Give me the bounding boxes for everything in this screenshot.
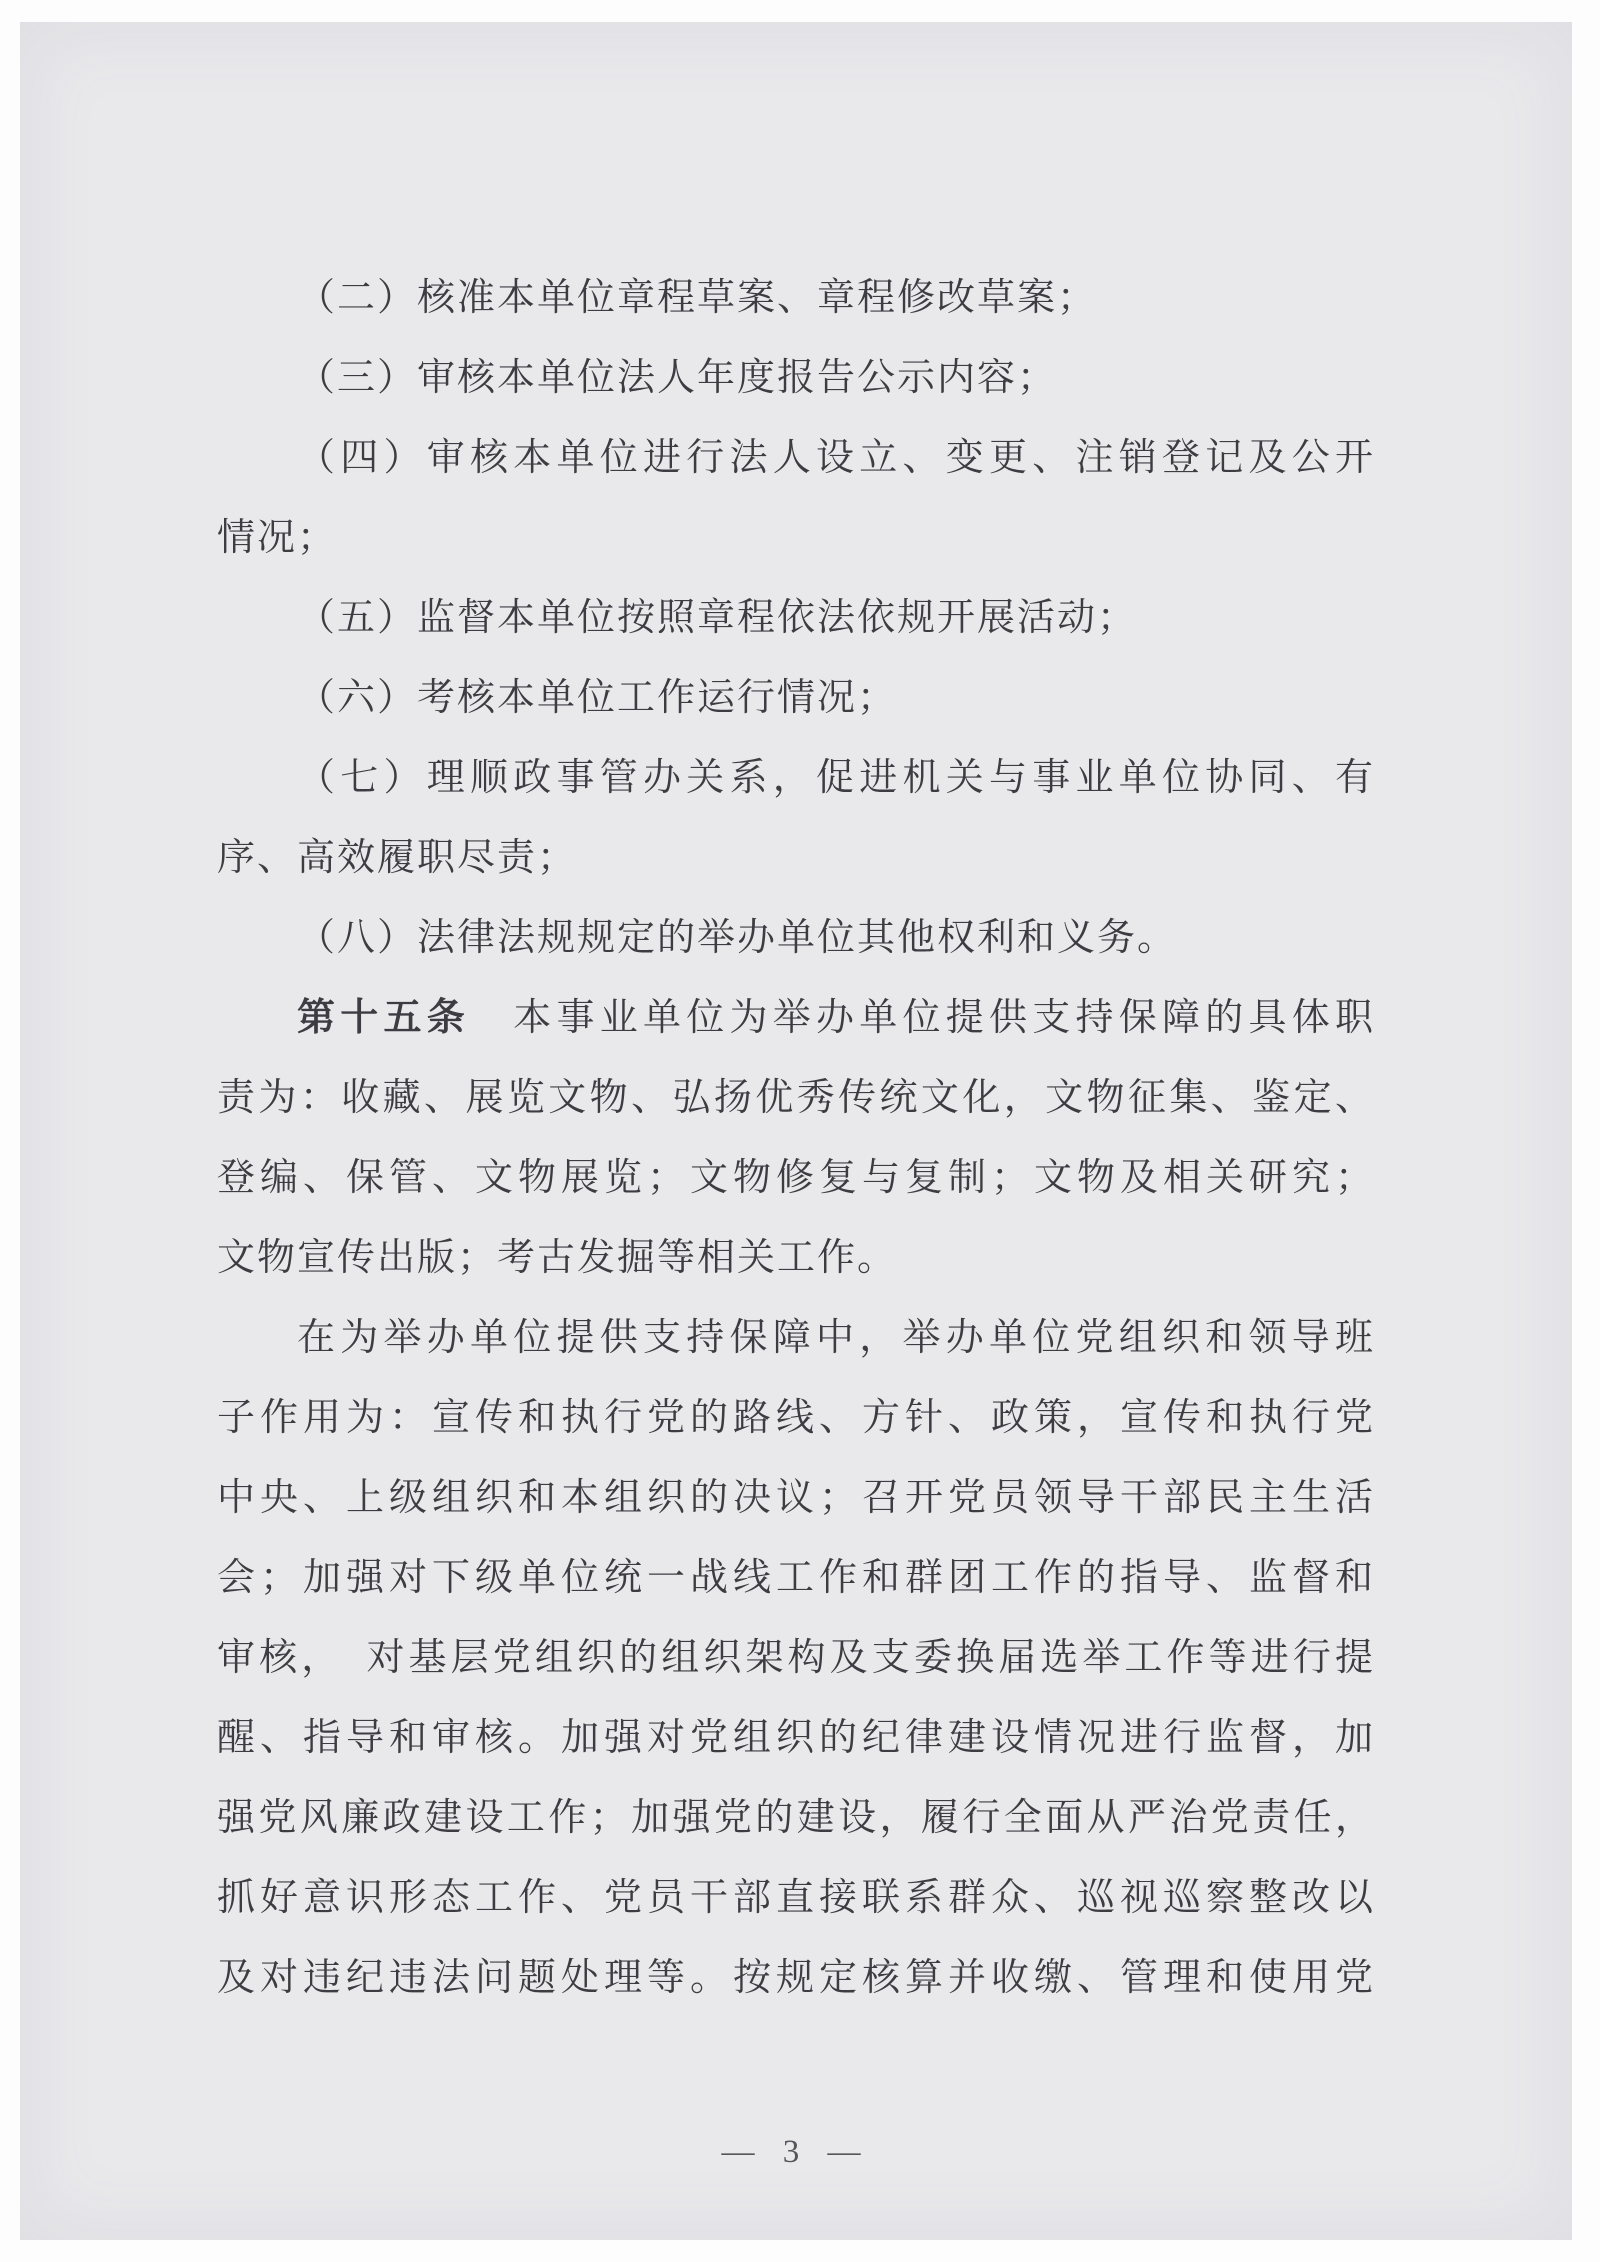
- document-line: 醒、指导和审核。加强对党组织的纪律建设情况进行监督，加: [217, 1717, 1375, 1759]
- document-line: （八）法律法规规定的举办单位其他权利和义务。: [297, 917, 1178, 959]
- document-line: （二）核准本单位章程草案、章程修改草案；: [297, 277, 1098, 319]
- document-line: 中央、上级组织和本组织的决议；召开党员领导干部民主生活: [217, 1477, 1375, 1519]
- document-line: （七）理顺政事管办关系，促进机关与事业单位协同、有: [297, 757, 1375, 799]
- document-line: 文物宣传出版；考古发掘等相关工作。: [217, 1237, 898, 1279]
- document-line: （三）审核本单位法人年度报告公示内容；: [297, 357, 1058, 399]
- document-line: 情况；: [217, 517, 338, 559]
- document-line: 责为：收藏、展览文物、弘扬优秀传统文化，文物征集、鉴定、: [217, 1077, 1375, 1119]
- article-number-label: 第十五条: [297, 997, 470, 1039]
- page-number: — 3 —: [721, 2134, 871, 2170]
- document-body: [217, 258, 1375, 2018]
- document-line: （四）审核本单位进行法人设立、变更、注销登记及公开: [297, 437, 1375, 479]
- document-line: 强党风廉政建设工作；加强党的建设，履行全面从严治党责任，: [217, 1797, 1375, 1839]
- document-line: 及对违纪违法问题处理等。按规定核算并收缴、管理和使用党: [217, 1957, 1375, 1999]
- document-line: 第十五条 本事业单位为举办单位提供支持保障的具体职: [297, 997, 1375, 1039]
- document-line: 子作用为：宣传和执行党的路线、方针、政策，宣传和执行党: [217, 1397, 1375, 1439]
- document-line: 抓好意识形态工作、党员干部直接联系群众、巡视巡察整改以: [217, 1877, 1375, 1919]
- document-line: 在为举办单位提供支持保障中，举办单位党组织和领导班: [297, 1317, 1375, 1359]
- document-line: 登编、保管、文物展览；文物修复与复制；文物及相关研究；: [217, 1157, 1375, 1199]
- scanned-document-page: [20, 22, 1572, 2240]
- document-line: （五）监督本单位按照章程依法依规开展活动；: [297, 597, 1138, 639]
- document-line: （六）考核本单位工作运行情况；: [297, 677, 898, 719]
- document-line: 序、高效履职尽责；: [217, 837, 578, 879]
- document-line: 审核， 对基层党组织的组织架构及支委换届选举工作等进行提: [217, 1637, 1375, 1679]
- document-line: 会；加强对下级单位统一战线工作和群团工作的指导、监督和: [217, 1557, 1375, 1599]
